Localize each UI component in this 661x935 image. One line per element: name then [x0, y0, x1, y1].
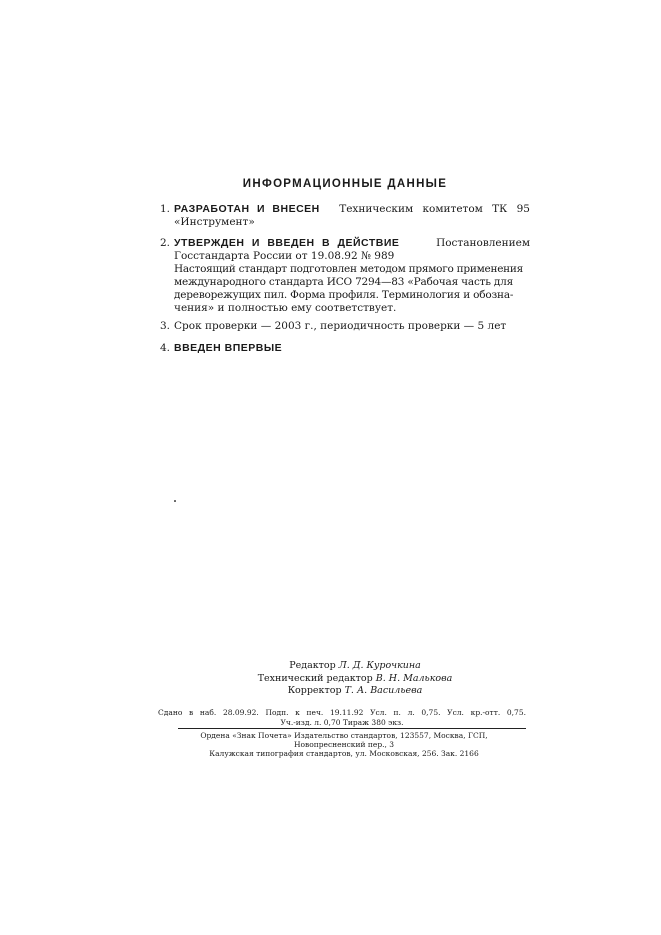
- item-heading: ВВЕДЕН ВПЕРВЫЕ: [174, 342, 283, 354]
- imprint-row-1: Сдано в наб. 28.09.92. Подп. к печ. 19.11.92 Усл. п. л. 0,75. Усл. кр.-отт. 0,75.: [158, 708, 526, 717]
- info-item-2: [160, 237, 530, 315]
- publisher-block: [160, 731, 528, 758]
- info-item-4: [160, 342, 530, 355]
- item-text: дереворежущих пил. Форма профиля. Терминология и обозна-: [174, 289, 514, 301]
- item-text: Госстандарта России от 19.08.92 № 989: [174, 250, 395, 262]
- info-item-1: [160, 203, 530, 229]
- item-heading: РАЗРАБОТАН И ВНЕСЕН: [174, 203, 320, 215]
- publisher-line: Калужская типография стандартов, ул. Московская, 256. Зак. 2166: [209, 749, 479, 758]
- item-number: 1.: [160, 203, 171, 215]
- item-text: международного стандарта ИСО 7294—83 «Рабочая часть для: [174, 276, 514, 288]
- item-text: «Инструмент»: [174, 216, 255, 228]
- item-text: Срок проверки — 2003 г., периодичность проверки — 5 лет: [174, 320, 507, 332]
- item-text: Постановлением: [436, 237, 530, 249]
- item-heading: УТВЕРЖДЕН И ВВЕДЕН В ДЕЙСТВИЕ: [174, 237, 400, 249]
- page-title: ИНФОРМАЦИОННЫЕ ДАННЫЕ: [242, 178, 448, 190]
- publisher-line: Новопресненский пер., 3: [293, 740, 395, 749]
- credit-proofreader: Корректор Т. А. Васильева: [287, 685, 423, 696]
- item-text: чения» и полностью ему соответствует.: [174, 302, 397, 314]
- credits-block: [250, 660, 460, 698]
- speck-mark: [174, 500, 176, 502]
- credit-editor: Редактор Л. Д. Курочкина: [289, 660, 421, 671]
- publisher-line: Ордена «Знак Почета» Издательство стандартов, 123557, Москва, ГСП,: [200, 731, 488, 740]
- imprint-row-2: Уч.-изд. л. 0,70 Тираж 380 экз.: [280, 717, 404, 727]
- info-item-3: [160, 320, 530, 333]
- item-text: Техническим комитетом ТК 95: [339, 203, 530, 215]
- credit-tech-editor: Технический редактор В. Н. Малькова: [257, 672, 453, 684]
- horizontal-rule: [178, 728, 526, 729]
- item-number: 4.: [160, 342, 171, 354]
- item-number: 2.: [160, 237, 171, 249]
- imprint-block: [158, 708, 526, 727]
- item-text: Настоящий стандарт подготовлен методом прямого применения: [174, 263, 524, 275]
- item-number: 3.: [160, 320, 171, 332]
